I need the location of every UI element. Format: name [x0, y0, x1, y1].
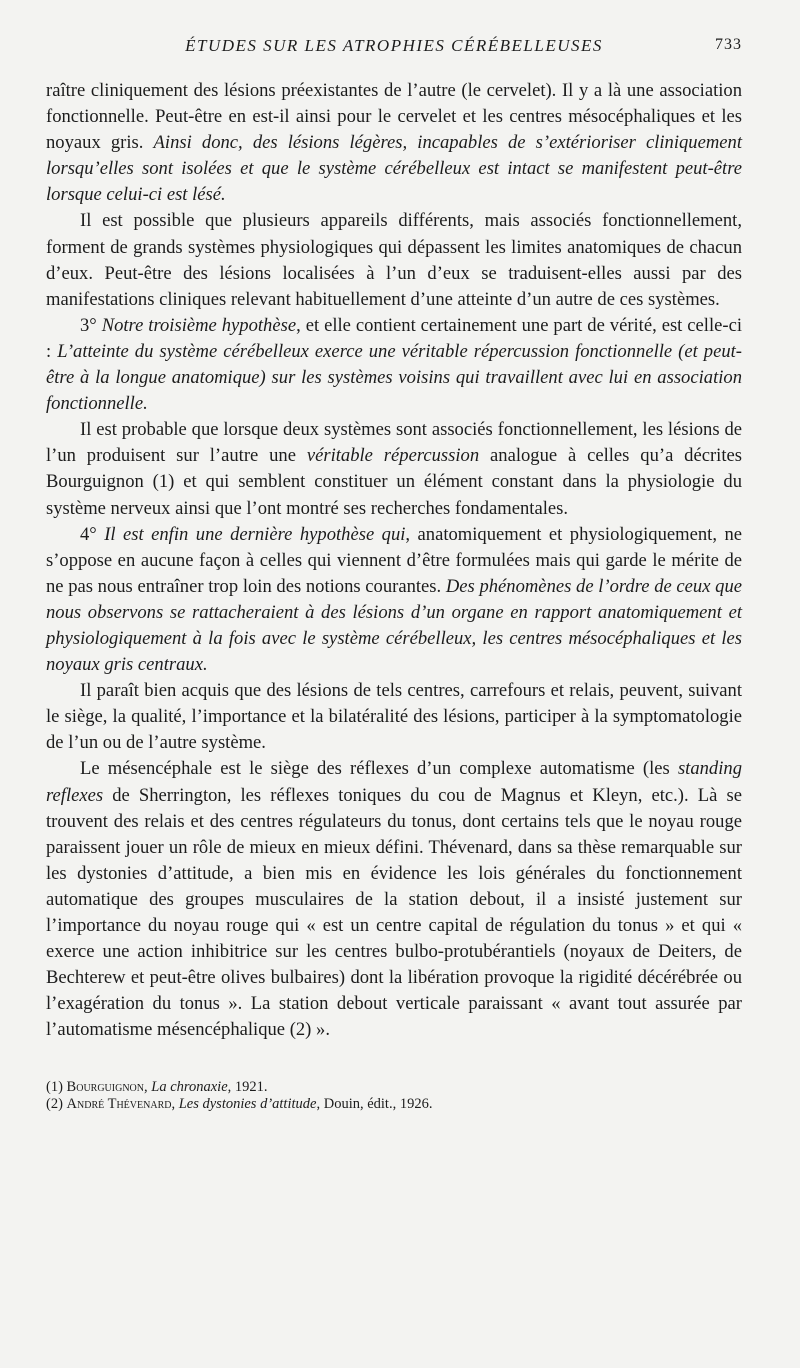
- text-run: Il est possible que plusieurs appareils différents, mais associés fonctionnellement, forment de grands systèmes physiologiques qui dépassent les limites anatomiques de chacun d’eux. Peut-être des lésions localisées à l’un d’eux se traduisent-elles aussi par des manifestations cliniques relevant habituellement d’une atteinte d’un autre de ces systèmes.: [46, 210, 742, 310]
- page-number: 733: [715, 36, 742, 53]
- footnote: (1) Bourguignon, La chronaxie, 1921.: [46, 1079, 268, 1096]
- footnote-number: (1): [46, 1079, 63, 1096]
- footnote-author: Bourguignon: [66, 1079, 144, 1096]
- italic-run: Ainsi donc, des lésions légères, incapables de s’extérioriser cliniquement lorsqu’elles sont isolées et que le système cérébelleux est intact se manifestent peut-être lorsque celui-ci est lésé.: [46, 132, 742, 206]
- footnote-title: Les dystonies d’attitude: [178, 1096, 317, 1113]
- footnote-number: (2): [46, 1096, 63, 1113]
- text-run: , et elle contient certainement une part de vérité, est celle-ci :: [46, 314, 742, 362]
- footnote: (2) André Thévenard, Les dystonies d’attitude, Douin, édit., 1926.: [46, 1096, 433, 1113]
- text-run: 3°: [80, 314, 102, 336]
- footnote-rest: , 1921.: [227, 1079, 268, 1096]
- footnote-author: André Thévenard: [66, 1096, 172, 1113]
- italic-run: L’atteinte du système cérébelleux exerce une véritable répercussion fonctionnelle (et peut-être à la longue anatomique) sur les systèmes voisins qui travaillent avec lui en association fonctionnelle.: [46, 340, 742, 415]
- body-text: [46, 78, 742, 1043]
- italic-run: standing reflexes: [46, 758, 742, 806]
- paragraph: [46, 522, 742, 679]
- italic-run: Il est enfin une dernière hypothèse qui: [104, 523, 406, 545]
- text-run: de Sherrington, les réflexes toniques du cou de Magnus et Kleyn, etc.). Là se trouvent des relais et des centres régulateurs du tonus, dont certains tels que le noyau rouge paraissent jouer un rôle de mieux en mieux défini. Thévenard, dans sa thèse remarquable sur les dystonies d’attitude, a bien mis en évidence les lois générales du fonctionnement automatique des groupes musculaires de la station debout, il a insisté justement sur l’importance du noyau rouge qui « est un centre capital de régulation du tonus » et qui « exerce une action inhibitrice sur les centres bulbo-protubérantiels (noyaux de Deiters, de Bechterew et peut-être olives bulbaires) dont la libération provoque la rigidité décérébrée ou l’exagération du tonus ». La station debout verticale paraissant « avant tout assurée par l’automatisme mésencéphalique (2) ».: [46, 784, 742, 1041]
- footnote-title: La chronaxie: [151, 1079, 228, 1096]
- italic-run: Notre troisième hypothèse: [101, 314, 297, 336]
- paragraph: [46, 313, 742, 417]
- italic-run: véritable répercussion: [306, 445, 480, 467]
- paragraph: [46, 417, 742, 521]
- paragraph: [46, 678, 742, 756]
- page: [46, 36, 742, 1113]
- running-head: [46, 36, 742, 64]
- footnotes: [46, 1079, 742, 1113]
- text-run: 4°: [80, 523, 105, 545]
- running-title: ÉTUDES SUR LES ATROPHIES CÉRÉBELLEUSES: [185, 36, 603, 55]
- paragraph: [46, 756, 742, 1043]
- text-run: , anatomiquement et physiologiquement, ne s’oppose en aucune façon à celles qui viennent d’être formulées mais qui garde le mérite de ne pas nous entraîner trop loin des notions courantes.: [46, 523, 742, 597]
- paragraph: [46, 78, 742, 208]
- text-run: raître cliniquement des lésions préexistantes de l’autre (le cervelet). Il y a là une association fonctionnelle. Peut-être en est-il ainsi pour le cervelet et les centres mésocéphaliques et les noyaux gris.: [46, 80, 742, 154]
- paragraph: [46, 208, 742, 312]
- text-run: Il est probable que lorsque deux systèmes sont associés fonctionnellement, les lésions de l’un produisent sur l’autre une: [46, 419, 742, 467]
- text-run: analogue à celles qu’a décrites Bourguignon (1) et qui semblent constituer un élément constant dans la physiologie du système nerveux ainsi que l’ont montré ses recherches fondamentales.: [46, 445, 742, 519]
- text-run: Le mésencéphale est le siège des réflexes d’un complexe automatisme (les: [80, 758, 678, 780]
- italic-run: Des phénomènes de l’ordre de ceux que nous observons se rattacheraient à des lésions d’un organe en rapport anatomiquement et physiologiquement à la fois avec le système cérébelleux, les centres mésocéphaliques et les noyaux gris centraux.: [46, 575, 742, 676]
- text-run: Il paraît bien acquis que des lésions de tels centres, carrefours et relais, peuvent, suivant le siège, la qualité, l’importance et la bilatéralité des lésions, participer à la symptomatologie de l’un ou de l’autre système.: [46, 680, 742, 754]
- footnote-rest: , Douin, édit., 1926.: [316, 1096, 433, 1113]
